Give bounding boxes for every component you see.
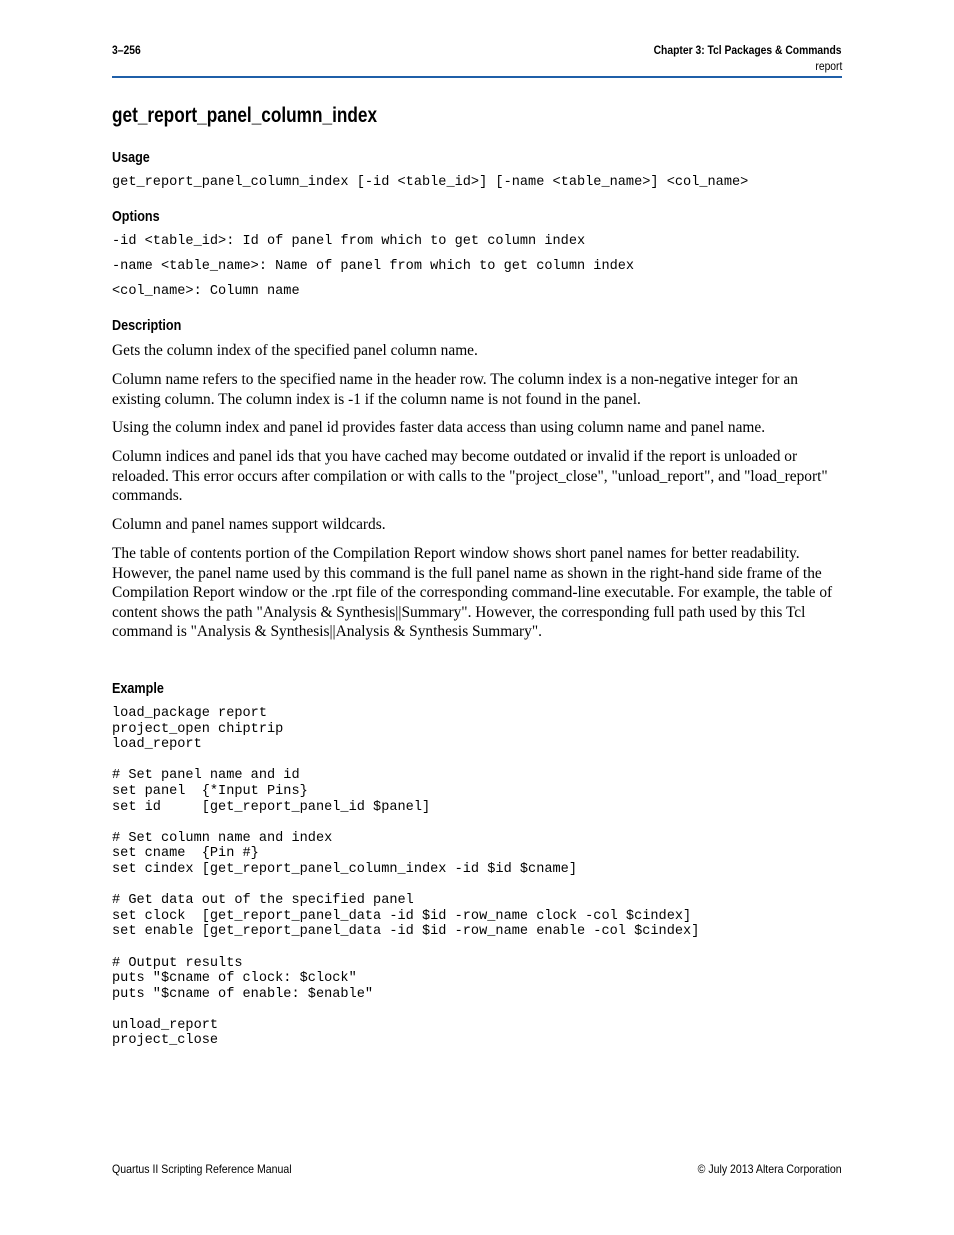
description-paragraph: Gets the column index of the specified panel column name. <box>112 342 478 359</box>
manual-title: Quartus II Scripting Reference Manual <box>112 1162 292 1176</box>
usage-syntax: get_report_panel_column_index [-id <table_id>] [-name <table_name>] <col_name> <box>112 175 749 190</box>
description-paragraph: Column name refers to the specified name in the header row. The column index is a non-negative integer for an existing column. The column index is -1 if the column name is not found in the panel. <box>112 371 798 408</box>
options-heading: Options <box>112 208 160 225</box>
option-name: -name <table_name>: Name of panel from which to get column index <box>112 259 635 274</box>
option-id: -id <table_id>: Id of panel from which to get column index <box>112 234 586 249</box>
description-heading: Description <box>112 317 182 334</box>
description-paragraph: Using the column index and panel id provides faster data access than using column name and panel name. <box>112 419 766 436</box>
description-paragraph: Column and panel names support wildcards. <box>112 516 386 533</box>
description-paragraph: Column indices and panel ids that you have cached may become outdated or invalid if the report is unloaded or reloaded. This error occurs after compilation or with calls to the "project_close", "unload_report", and "load_report" commands. <box>112 448 828 504</box>
example-heading: Example <box>112 680 164 697</box>
example-code: load_package report project_open chiptrip load_report # Set panel name and id set panel {*Input Pins} set id [get_report_panel_id $panel] # Set column name and index set cname {Pin #} set cindex [get_report_panel_column_index -id $id $cname] # Get data out of the specified panel set clock [get_report_panel_data -id $id -row_name clock -col $cindex] set enable [get_report_panel_data -id $id -row_name enable -col $cindex] # Output results puts "$cname of clock: $clock" puts "$cname of enable: $enable" unload_report project_close <box>112 706 700 1049</box>
header-divider <box>112 76 842 78</box>
command-title: get_report_panel_column_index <box>112 104 378 127</box>
page-number: 3–256 <box>112 43 141 57</box>
usage-heading: Usage <box>112 149 150 166</box>
description-paragraph: The table of contents portion of the Compilation Report window shows short panel names for better readability. However, the panel name used by this command is the full panel name as shown in the right-hand side frame of the Compilation Report window or the .rpt file of the corresponding command-line executable. For example, the table of content shows the path "Analysis & Synthesis||Summary". However, the corresponding full path used by this Tcl command is "Analysis & Synthesis||Analysis & Synthesis Summary". <box>112 545 833 640</box>
copyright: © July 2013 Altera Corporation <box>698 1162 842 1176</box>
option-col-name: <col_name>: Column name <box>112 284 300 299</box>
chapter-title: Chapter 3: Tcl Packages & Commands <box>654 43 842 57</box>
section-name: report <box>815 59 842 73</box>
